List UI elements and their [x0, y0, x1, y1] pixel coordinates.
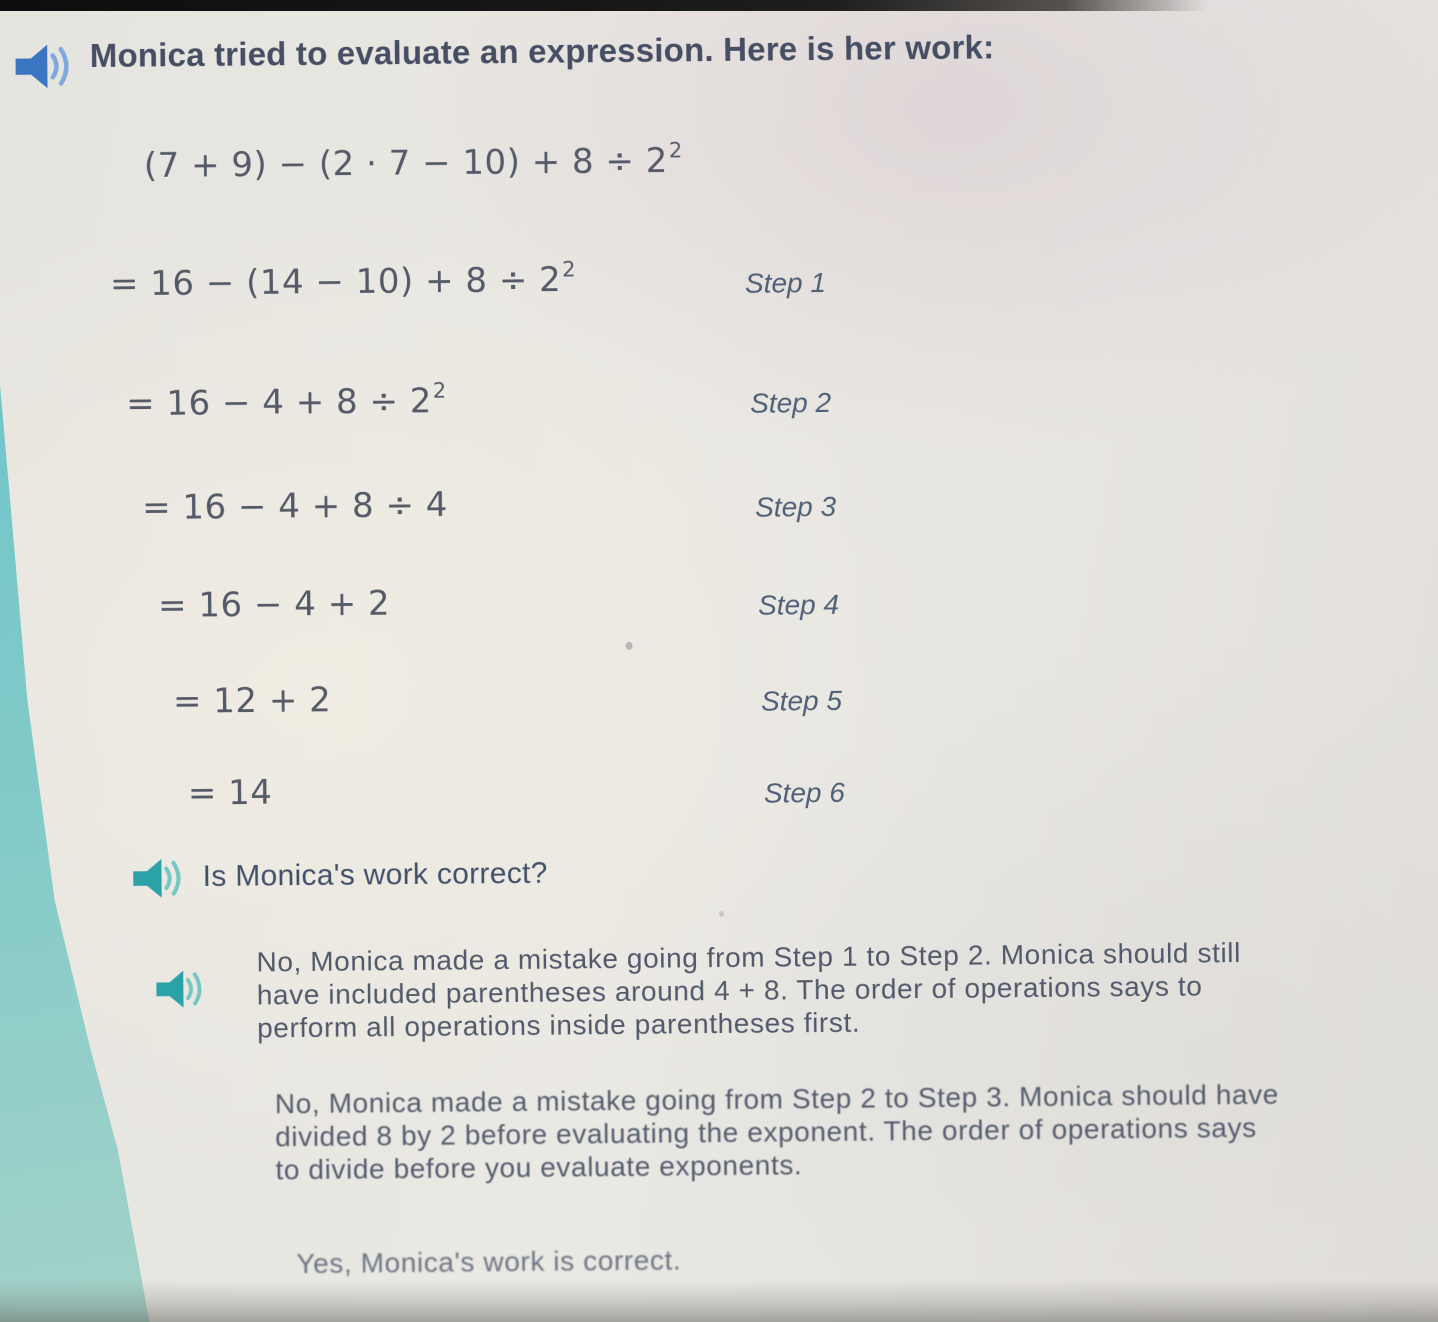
answer-option-2-line: to divide before you evaluate exponents. [275, 1149, 803, 1186]
step-5-equation [173, 680, 332, 722]
step-4-label: Step 4 [757, 588, 840, 621]
option-1-audio-speaker-icon[interactable] [154, 969, 204, 1009]
step-1-exponent: 2 [562, 257, 577, 282]
answer-option-3-line: Yes, Monica's work is correct. [296, 1244, 682, 1280]
photo-speck [625, 642, 632, 650]
step-4-expr: = 16 − 4 + 2 [157, 583, 391, 626]
step-2-label: Step 2 [750, 386, 832, 419]
step-1-label: Step 1 [744, 266, 827, 299]
step-1-expr: = 16 − (14 − 10) + 8 ÷ 2 [109, 259, 562, 305]
step-6-expr: = 14 [187, 772, 273, 814]
step-2-equation [125, 378, 447, 425]
answer-option-1-line: No, Monica made a mistake going from Step 1 to Step 2. Monica should still [256, 937, 1242, 978]
answer-option-2-line: No, Monica made a mistake going from Step 2 to Step 3. Monica should have [274, 1078, 1280, 1120]
answer-option-1[interactable] [256, 936, 1241, 1044]
step-2-exponent: 2 [432, 378, 447, 403]
step-6-equation [188, 772, 273, 813]
step-6-label: Step 6 [763, 776, 846, 809]
problem-title: Monica tried to evaluate an expression. Here is her work: [89, 28, 995, 75]
bottom-shadow-band [0, 1280, 1438, 1322]
question-text: Is Monica's work correct? [202, 856, 548, 893]
step-2-expr: = 16 − 4 + 8 ÷ 2 [125, 381, 433, 425]
title-audio-speaker-icon[interactable] [13, 40, 71, 93]
step-3-label: Step 3 [755, 490, 837, 523]
step-5-label: Step 5 [760, 684, 843, 717]
step-4-equation [158, 583, 390, 626]
step-3-expr: = 16 − 4 + 8 ÷ 4 [141, 484, 449, 528]
original-expression [144, 140, 682, 185]
answer-option-1-line: have included parentheses around 4 + 8. The order of operations says to [256, 970, 1203, 1011]
step-3-equation [142, 485, 448, 528]
answer-option-2[interactable] [275, 1078, 1280, 1187]
photo-speck [719, 911, 724, 917]
expression-body: (7 + 9) − (2 · 7 − 10) + 8 ÷ 2 [143, 140, 669, 186]
question-audio-speaker-icon[interactable] [130, 857, 182, 899]
step-5-expr: = 12 + 2 [172, 680, 332, 722]
answer-option-2-line: divided 8 by 2 before evaluating the exponent. The order of operations says [275, 1111, 1257, 1153]
answer-option-3[interactable] [296, 1243, 681, 1280]
answer-option-1-line: perform all operations inside parentheses first. [256, 1006, 861, 1044]
expression-exponent: 2 [668, 138, 683, 163]
step-1-equation [110, 259, 576, 304]
